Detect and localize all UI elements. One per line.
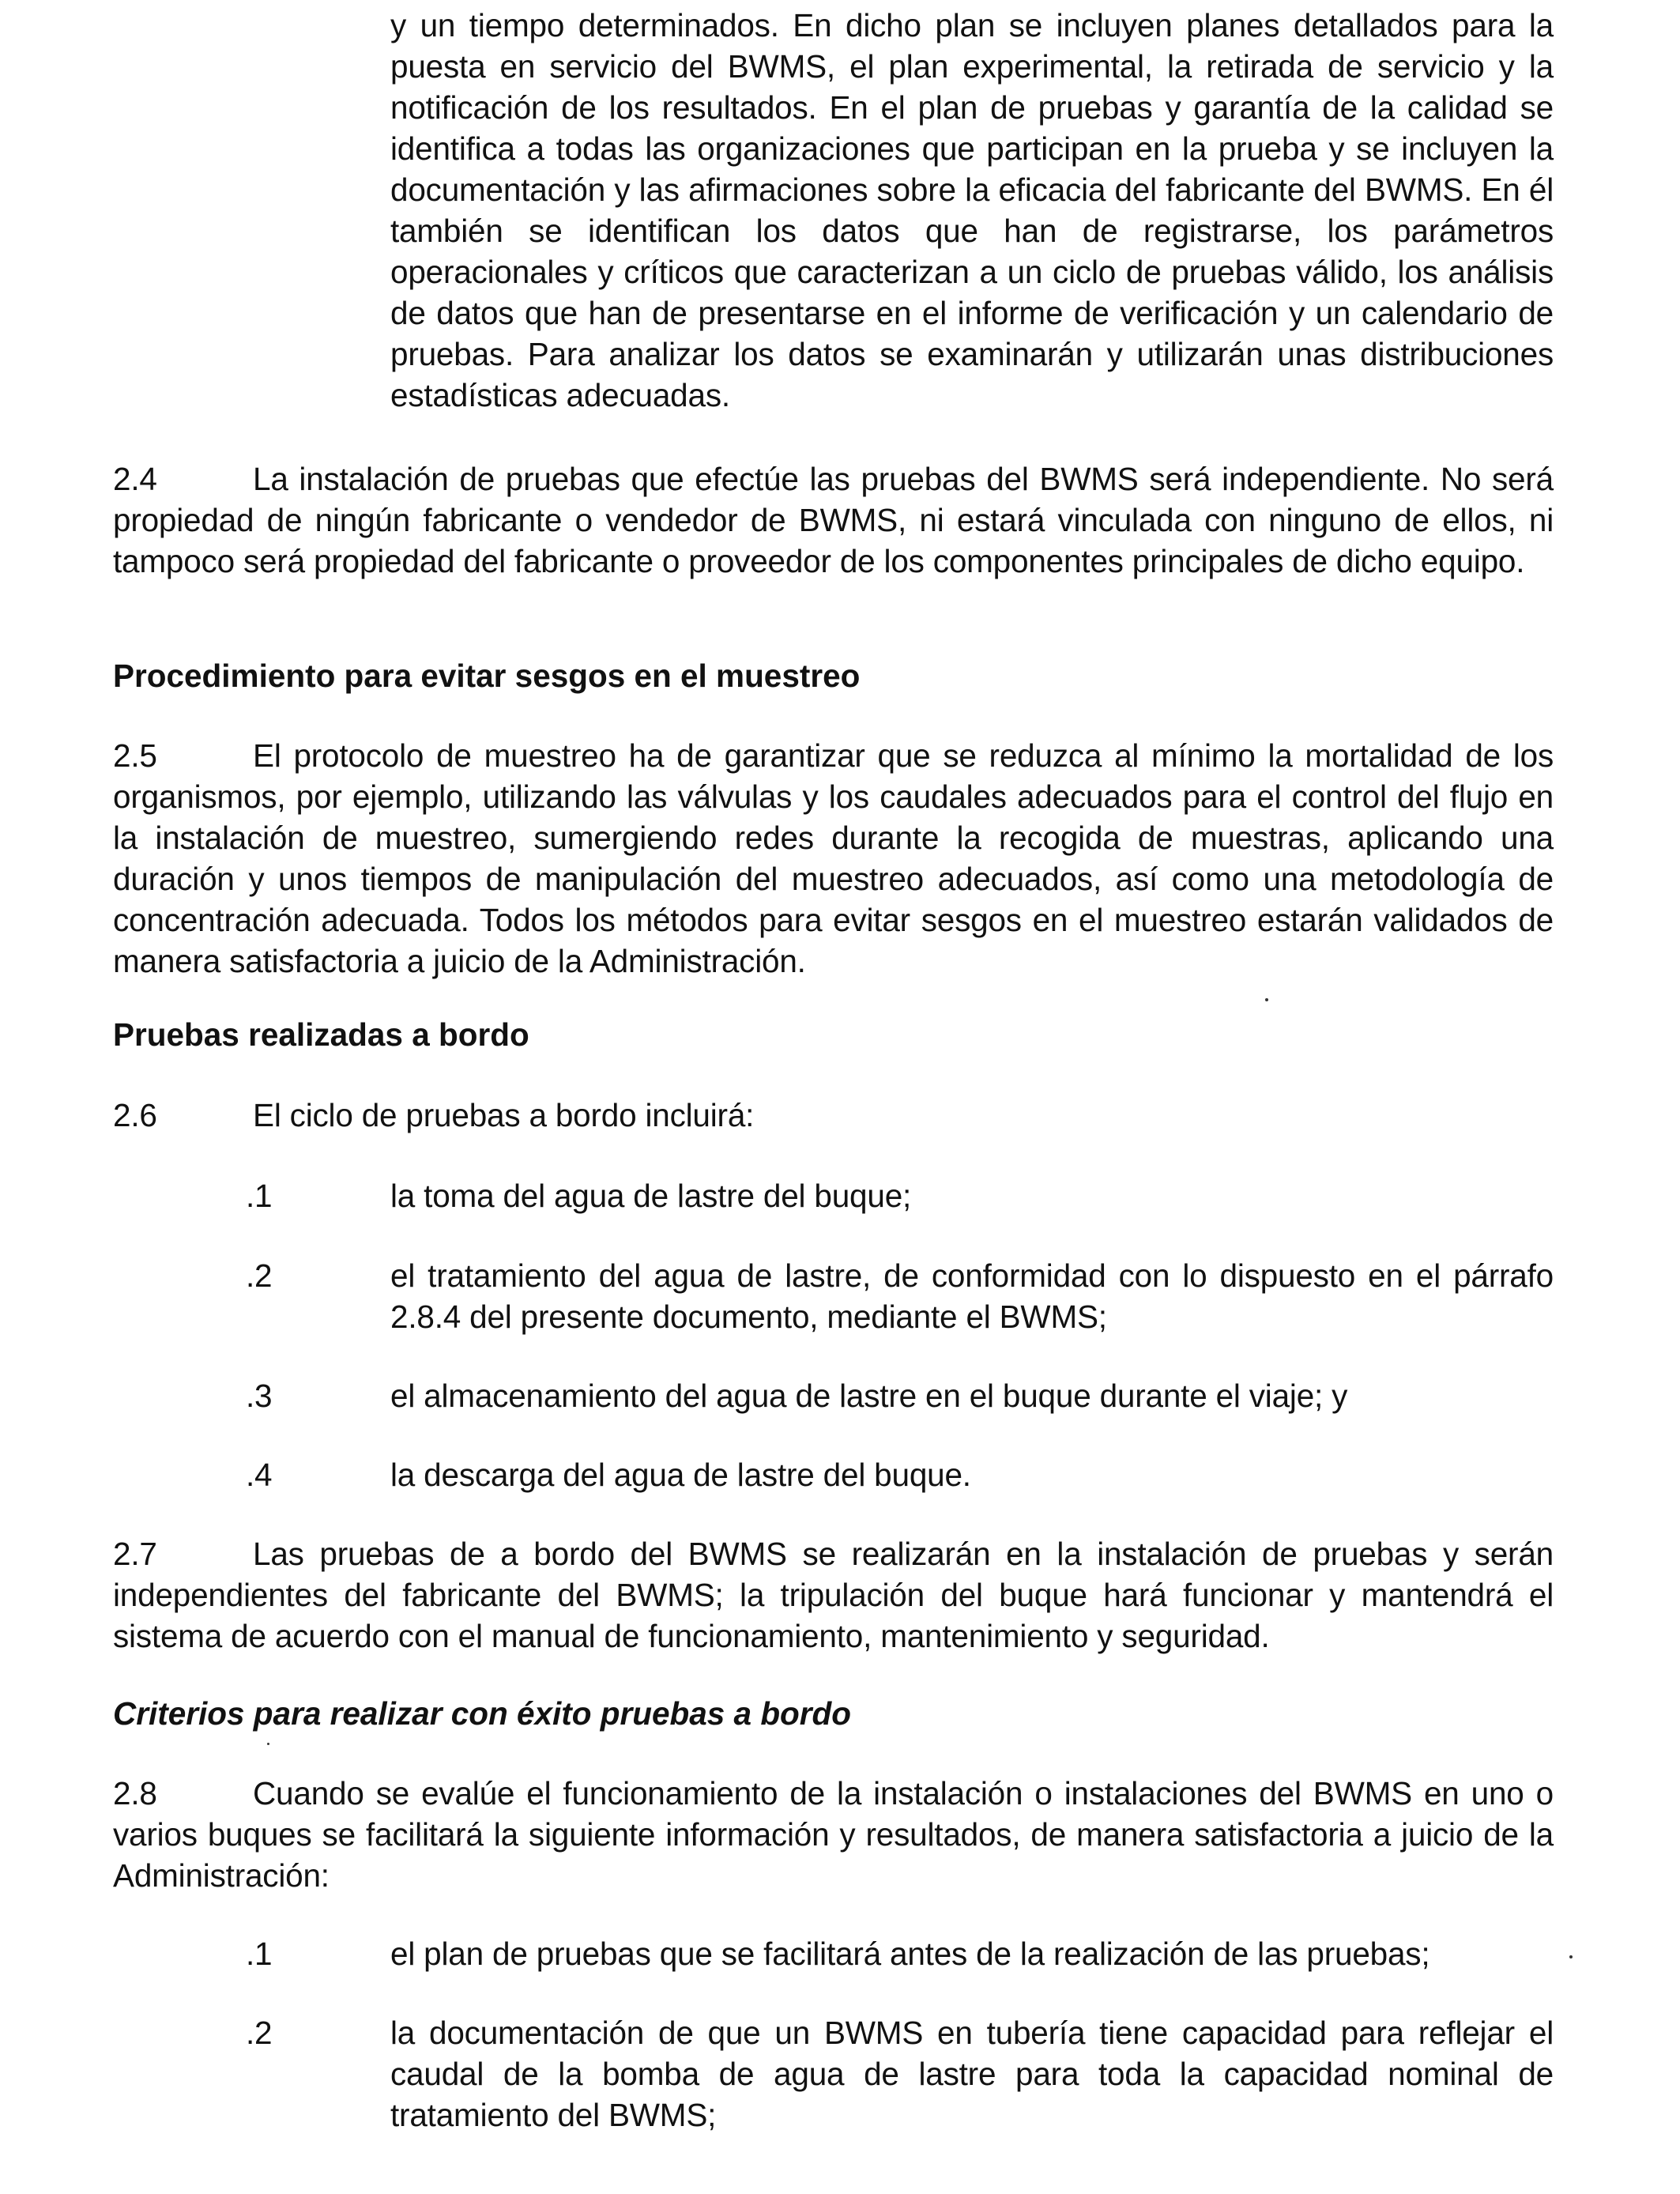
list-item-text: el tratamiento del agua de lastre, de conformidad con lo dispuesto en el párrafo 2.8.4 del presente documento, mediante el BWMS; [390, 1257, 1554, 1335]
scan-speck [1265, 998, 1268, 1001]
paragraph-text: Cuando se evalúe el funcionamiento de la instalación o instalaciones del BWMS en uno o varios buques se facilitará la siguiente información y resultados, de manera satisfactoria a juicio de la Administración: [113, 1775, 1554, 1894]
list-item-text: la descarga del agua de lastre del buque. [390, 1457, 971, 1493]
paragraph-2-5 [113, 735, 1554, 982]
paragraph-2-7 [113, 1533, 1554, 1657]
list-item-text: el almacenamiento del agua de lastre en el buque durante el viaje; y [390, 1378, 1348, 1414]
paragraph-number: 2.4 [113, 461, 157, 497]
intro-paragraph: y un tiempo determinados. En dicho plan se incluyen planes detallados para la puesta en servicio del BWMS, el plan experimental, la retirada de servicio y la notificación de los resultados. En el plan de pruebas y garantía de la calidad se identifica a todas las organizaciones que participan en la prueba y se incluyen la documentación y las afirmaciones sobre la eficacia del fabricante del BWMS. En él también se identifican los datos que han de registrarse, los parámetros operacionales y críticos que caracterizan a un ciclo de pruebas válido, los análisis de datos que han de presentarse en el informe de verificación y un calendario de pruebas. Para analizar los datos se examinarán y utilizarán unas distribuciones estadísticas adecuadas. [390, 7, 1554, 413]
list-item-number: .4 [246, 1457, 273, 1493]
list-item-number: .2 [246, 1257, 273, 1294]
paragraph-text: Las pruebas de a bordo del BWMS se realizarán en la instalación de pruebas y serán independientes del fabricante del BWMS; la tripulación del buque hará funcionar y mantendrá el sistema de acuerdo con el manual de funcionamiento, mantenimiento y seguridad. [113, 1536, 1554, 1654]
section-heading-muestreo: Procedimiento para evitar sesgos en el muestreo [113, 658, 861, 694]
list-item-text: la toma del agua de lastre del buque; [390, 1178, 912, 1214]
list-item-text: la documentación de que un BWMS en tubería tiene capacidad para reflejar el caudal de la bomba de agua de lastre para toda la capacidad nominal de tratamiento del BWMS; [390, 2015, 1554, 2133]
scan-speck [1569, 1955, 1573, 1958]
paragraph-text: El ciclo de pruebas a bordo incluirá: [253, 1097, 755, 1133]
section-heading-criterios: Criterios para realizar con éxito pruebas a bordo [113, 1695, 852, 1732]
list-item-number: .1 [246, 1936, 273, 1972]
paragraph-2-8 [113, 1773, 1554, 1896]
list-item-number: .2 [246, 2015, 273, 2051]
paragraph-number: 2.8 [113, 1775, 157, 1811]
list-item-number: .1 [246, 1178, 273, 1214]
list-item-text: el plan de pruebas que se facilitará antes de la realización de las pruebas; [390, 1936, 1430, 1972]
paragraph-2-4 [113, 458, 1554, 582]
paragraph-text: El protocolo de muestreo ha de garantizar que se reduzca al mínimo la mortalidad de los organismos, por ejemplo, utilizando las válvulas y los caudales adecuados para el control del flujo en la instalación de muestreo, sumergiendo redes durante la recogida de muestras, aplicando una duración y unos tiempos de manipulación del muestreo adecuados, así como una metodología de concentración adecuada. Todos los métodos para evitar sesgos en el muestreo estarán validados de manera satisfactoria a juicio de la Administración. [113, 737, 1554, 979]
scan-speck [267, 1743, 269, 1745]
paragraph-number: 2.5 [113, 737, 157, 774]
paragraph-text: La instalación de pruebas que efectúe las pruebas del BWMS será independiente. No será propiedad de ningún fabricante o vendedor de BWMS, ni estará vinculada con ninguno de ellos, ni tampoco será propiedad del fabricante o proveedor de los componentes principales de dicho equipo. [113, 461, 1554, 579]
list-item-number: .3 [246, 1378, 273, 1414]
paragraph-number: 2.7 [113, 1536, 157, 1572]
paragraph-2-6 [113, 1095, 1554, 1136]
section-heading-pruebas-a-bordo: Pruebas realizadas a bordo [113, 1016, 529, 1053]
paragraph-number: 2.6 [113, 1097, 157, 1133]
